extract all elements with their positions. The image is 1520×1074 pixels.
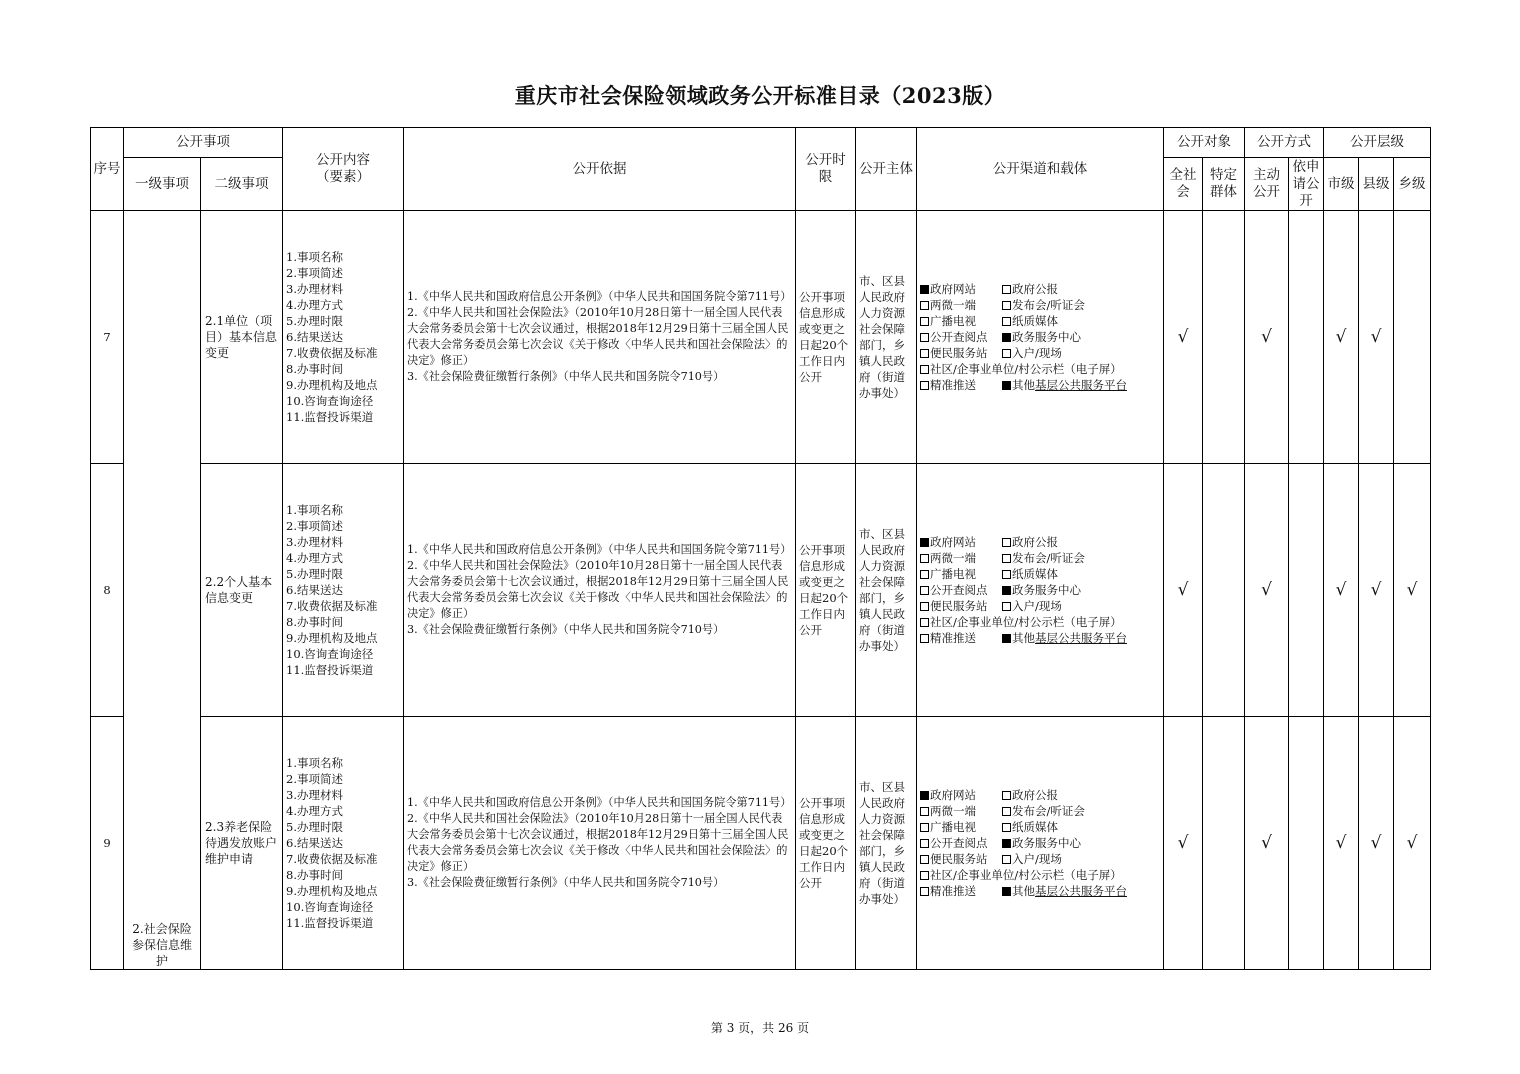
channel-option <box>920 345 1002 361</box>
channel-line <box>920 630 1163 646</box>
channel-label: 政务服务中心 <box>1012 583 1081 597</box>
channel-option <box>920 566 1002 582</box>
seq-cell: 9 <box>91 717 124 970</box>
channel-line <box>920 582 1163 598</box>
content-item: 5.办理时限 <box>286 567 343 581</box>
checkbox-empty-icon <box>1002 823 1011 832</box>
channel-option <box>920 297 1002 313</box>
basis-cell <box>404 464 796 717</box>
basis-cell <box>404 211 796 464</box>
channel-option <box>920 329 1002 345</box>
content-item: 10.咨询查询途径 <box>286 394 374 408</box>
channel-option <box>920 835 1002 851</box>
channel-line <box>920 313 1163 329</box>
channel-line <box>920 297 1163 313</box>
checkbox-empty-icon <box>1002 570 1011 579</box>
channel-option <box>920 582 1002 598</box>
channel-label: 发布会/听证会 <box>1012 804 1085 818</box>
seq-cell: 8 <box>91 464 124 717</box>
content-item: 1.事项名称 <box>286 250 343 264</box>
channel-option <box>1002 550 1085 566</box>
channel-label: 便民服务站 <box>930 346 988 360</box>
channel-line <box>920 345 1163 361</box>
channel-option <box>920 867 1122 883</box>
header-audience-all: 全社会 <box>1164 158 1203 211</box>
content-item: 2.事项简述 <box>286 266 343 280</box>
channel-label: 政府公报 <box>1012 282 1058 296</box>
level-town-check <box>1394 211 1431 464</box>
level-town-check: √ <box>1394 464 1431 717</box>
level-town-check: √ <box>1394 717 1431 970</box>
level-city-check: √ <box>1324 211 1359 464</box>
method-request-check <box>1289 717 1324 970</box>
channel-option <box>920 851 1002 867</box>
channel-label: 社区/企事业单位/村公示栏（电子屏） <box>930 868 1122 882</box>
channel-line <box>920 883 1163 899</box>
channel-line <box>920 534 1163 550</box>
audience-all-check: √ <box>1164 211 1203 464</box>
channel-option <box>1002 566 1058 582</box>
content-item: 11.监督投诉渠道 <box>286 916 374 930</box>
channel-option <box>920 534 1002 550</box>
channel-option <box>920 630 1002 646</box>
channel-option <box>920 361 1122 377</box>
second-level-cell: 2.1单位（项目）基本信息变更 <box>201 211 283 464</box>
checkbox-empty-icon <box>1002 855 1011 864</box>
channel-option <box>1002 297 1085 313</box>
content-item: 6.结果送达 <box>286 330 343 344</box>
subject-cell: 市、区县人民政府人力资源社会保障部门，乡镇人民政府（街道办事处） <box>856 717 917 970</box>
channel-label: 便民服务站 <box>930 852 988 866</box>
channel-line <box>920 819 1163 835</box>
checkbox-empty-icon <box>920 365 929 374</box>
checkbox-checked-icon <box>1002 586 1011 595</box>
channel-option <box>1002 851 1062 867</box>
second-level-cell: 2.2个人基本信息变更 <box>201 464 283 717</box>
channel-label: 精准推送 <box>930 884 976 898</box>
channel-other-value: 基层公共服务平台 <box>1035 378 1127 392</box>
checkbox-empty-icon <box>920 602 929 611</box>
content-item: 3.办理材料 <box>286 282 343 296</box>
basis-cell <box>404 717 796 970</box>
channel-option <box>920 281 1002 297</box>
checkbox-empty-icon <box>1002 791 1011 800</box>
channel-line <box>920 867 1163 883</box>
header-level: 公开层级 <box>1324 128 1431 158</box>
second-level-cell: 2.3养老保险待遇发放账户维护申请 <box>201 717 283 970</box>
header-method-request: 依申请公开 <box>1289 158 1324 211</box>
basis-item: 2.《中华人民共和国社会保险法》（2010年10月28日第十一届全国人民代表大会常务委员会第十七次会议通过，根据2018年12月29日第十三届全国人民代表大会常务委员会第七次会议《关于修改〈中华人民共和国社会保险法〉的决定》修正） <box>407 812 789 873</box>
channel-label: 政务服务中心 <box>1012 836 1081 850</box>
channel-label: 广播电视 <box>930 820 976 834</box>
basis-item: 1.《中华人民共和国政府信息公开条例》（中华人民共和国国务院令第711号） <box>407 796 792 809</box>
checkbox-empty-icon <box>1002 554 1011 563</box>
channel-label: 公开查阅点 <box>930 583 988 597</box>
content-item: 7.收费依据及标准 <box>286 852 378 866</box>
channel-line <box>920 550 1163 566</box>
channel-label: 政府网站 <box>930 788 976 802</box>
checkbox-checked-icon <box>920 791 929 800</box>
subject-cell: 市、区县人民政府人力资源社会保障部门，乡镇人民政府（街道办事处） <box>856 464 917 717</box>
table-row <box>91 717 1431 970</box>
level-county-check: √ <box>1359 211 1394 464</box>
content-item: 8.办事时间 <box>286 615 343 629</box>
checkbox-checked-icon <box>1002 634 1011 643</box>
channel-option <box>1002 630 1035 646</box>
content-item: 11.监督投诉渠道 <box>286 410 374 424</box>
header-seq: 序号 <box>91 128 124 211</box>
channel-line <box>920 361 1163 377</box>
header-level-city: 市级 <box>1324 158 1359 211</box>
level-county-check: √ <box>1359 717 1394 970</box>
method-active-check: √ <box>1245 464 1289 717</box>
checkbox-empty-icon <box>920 823 929 832</box>
checkbox-empty-icon <box>920 807 929 816</box>
channel-label: 其他 <box>1012 631 1035 645</box>
channel-label: 其他 <box>1012 378 1035 392</box>
channel-option <box>920 550 1002 566</box>
channel-option <box>1002 598 1062 614</box>
checkbox-checked-icon <box>1002 381 1011 390</box>
channel-line <box>920 851 1163 867</box>
content-item: 8.办事时间 <box>286 868 343 882</box>
channel-option <box>920 803 1002 819</box>
channel-label: 入户/现场 <box>1012 346 1062 360</box>
channel-label: 社区/企事业单位/村公示栏（电子屏） <box>930 615 1122 629</box>
channel-option <box>1002 377 1035 393</box>
catalog-table <box>90 127 1431 970</box>
header-contents-line1: 公开内容 <box>316 152 370 168</box>
checkbox-empty-icon <box>920 887 929 896</box>
channel-label: 两微一端 <box>930 551 976 565</box>
audience-specific-check <box>1203 464 1245 717</box>
channel-label: 公开查阅点 <box>930 330 988 344</box>
channel-line <box>920 614 1163 630</box>
header-items: 公开事项 <box>124 128 283 158</box>
header-channels: 公开渠道和载体 <box>917 128 1164 211</box>
first-level-cell: 2.社会保险参保信息维护 <box>124 211 201 970</box>
basis-item: 2.《中华人民共和国社会保险法》（2010年10月28日第十一届全国人民代表大会常务委员会第十七次会议通过，根据2018年12月29日第十三届全国人民代表大会常务委员会第七次会议《关于修改〈中华人民共和国社会保险法〉的决定》修正） <box>407 559 789 620</box>
channel-option <box>1002 345 1062 361</box>
checkbox-checked-icon <box>920 285 929 294</box>
content-item: 8.办事时间 <box>286 362 343 376</box>
channel-line <box>920 329 1163 345</box>
channel-option <box>1002 835 1081 851</box>
channel-label: 政府网站 <box>930 535 976 549</box>
table-row <box>91 211 1431 464</box>
channel-option <box>1002 313 1058 329</box>
header-method: 公开方式 <box>1245 128 1324 158</box>
checkbox-empty-icon <box>1002 317 1011 326</box>
header-contents <box>283 128 404 211</box>
table-row <box>91 464 1431 717</box>
checkbox-empty-icon <box>920 855 929 864</box>
channel-other-value: 基层公共服务平台 <box>1035 631 1127 645</box>
content-item: 4.办理方式 <box>286 804 343 818</box>
channel-line <box>920 281 1163 297</box>
channels-cell <box>917 211 1164 464</box>
channel-option <box>920 313 1002 329</box>
subject-cell: 市、区县人民政府人力资源社会保障部门，乡镇人民政府（街道办事处） <box>856 211 917 464</box>
channel-option <box>1002 534 1058 550</box>
channel-line <box>920 566 1163 582</box>
method-active-check: √ <box>1245 211 1289 464</box>
checkbox-checked-icon <box>1002 333 1011 342</box>
checkbox-empty-icon <box>920 301 929 310</box>
content-item: 9.办理机构及地点 <box>286 884 378 898</box>
content-item: 10.咨询查询途径 <box>286 900 374 914</box>
checkbox-checked-icon <box>1002 839 1011 848</box>
header-subject: 公开主体 <box>856 128 917 211</box>
content-item: 5.办理时限 <box>286 314 343 328</box>
contents-cell <box>283 211 404 464</box>
content-item: 7.收费依据及标准 <box>286 599 378 613</box>
channel-other-value: 基层公共服务平台 <box>1035 884 1127 898</box>
checkbox-empty-icon <box>920 586 929 595</box>
channel-line <box>920 803 1163 819</box>
channel-label: 政务服务中心 <box>1012 330 1081 344</box>
checkbox-empty-icon <box>920 554 929 563</box>
content-item: 2.事项简述 <box>286 772 343 786</box>
basis-item: 3.《社会保险费征缴暂行条例》（中华人民共和国务院令710号） <box>407 876 725 889</box>
checkbox-empty-icon <box>1002 807 1011 816</box>
channel-label: 发布会/听证会 <box>1012 551 1085 565</box>
checkbox-empty-icon <box>920 839 929 848</box>
channel-label: 政府公报 <box>1012 788 1058 802</box>
checkbox-checked-icon <box>1002 887 1011 896</box>
header-time-limit: 公开时限 <box>796 128 856 211</box>
channel-label: 精准推送 <box>930 631 976 645</box>
checkbox-checked-icon <box>920 538 929 547</box>
time-limit-cell: 公开事项信息形成或变更之日起20个工作日内公开 <box>796 717 856 970</box>
header-basis: 公开依据 <box>404 128 796 211</box>
content-item: 4.办理方式 <box>286 298 343 312</box>
method-request-check <box>1289 211 1324 464</box>
channel-option <box>1002 281 1058 297</box>
content-item: 5.办理时限 <box>286 820 343 834</box>
content-item: 4.办理方式 <box>286 551 343 565</box>
content-item: 6.结果送达 <box>286 836 343 850</box>
channel-label: 纸质媒体 <box>1012 567 1058 581</box>
channel-option <box>920 883 1002 899</box>
channel-label: 纸质媒体 <box>1012 314 1058 328</box>
header-level-town: 乡级 <box>1394 158 1431 211</box>
channel-option <box>1002 787 1058 803</box>
checkbox-empty-icon <box>1002 538 1011 547</box>
content-item: 3.办理材料 <box>286 535 343 549</box>
checkbox-empty-icon <box>920 333 929 342</box>
channel-line <box>920 787 1163 803</box>
content-item: 2.事项简述 <box>286 519 343 533</box>
channels-cell <box>917 717 1164 970</box>
channel-option <box>1002 582 1081 598</box>
checkbox-empty-icon <box>920 381 929 390</box>
channel-option <box>1002 819 1058 835</box>
seq-cell: 7 <box>91 211 124 464</box>
channel-line <box>920 377 1163 393</box>
content-item: 9.办理机构及地点 <box>286 631 378 645</box>
channel-label: 入户/现场 <box>1012 852 1062 866</box>
checkbox-empty-icon <box>920 570 929 579</box>
channel-label: 政府公报 <box>1012 535 1058 549</box>
channel-label: 社区/企事业单位/村公示栏（电子屏） <box>930 362 1122 376</box>
channel-option <box>920 377 1002 393</box>
content-item: 6.结果送达 <box>286 583 343 597</box>
checkbox-empty-icon <box>1002 349 1011 358</box>
content-item: 1.事项名称 <box>286 503 343 517</box>
content-item: 11.监督投诉渠道 <box>286 663 374 677</box>
channel-option <box>1002 883 1035 899</box>
channels-cell <box>917 464 1164 717</box>
time-limit-cell: 公开事项信息形成或变更之日起20个工作日内公开 <box>796 464 856 717</box>
header-method-active: 主动公开 <box>1245 158 1289 211</box>
header-first-level: 一级事项 <box>124 158 201 211</box>
header-second-level: 二级事项 <box>201 158 283 211</box>
basis-item: 3.《社会保险费征缴暂行条例》（中华人民共和国务院令710号） <box>407 623 725 636</box>
channel-label: 政府网站 <box>930 282 976 296</box>
content-item: 7.收费依据及标准 <box>286 346 378 360</box>
channel-option <box>920 598 1002 614</box>
basis-item: 1.《中华人民共和国政府信息公开条例》（中华人民共和国国务院令第711号） <box>407 543 792 556</box>
checkbox-empty-icon <box>1002 301 1011 310</box>
channel-label: 公开查阅点 <box>930 836 988 850</box>
channel-line <box>920 835 1163 851</box>
checkbox-empty-icon <box>1002 602 1011 611</box>
method-active-check: √ <box>1245 717 1289 970</box>
audience-specific-check <box>1203 717 1245 970</box>
channel-option <box>920 614 1122 630</box>
channel-label: 便民服务站 <box>930 599 988 613</box>
checkbox-empty-icon <box>920 871 929 880</box>
header-audience: 公开对象 <box>1164 128 1245 158</box>
channel-label: 发布会/听证会 <box>1012 298 1085 312</box>
content-item: 10.咨询查询途径 <box>286 647 374 661</box>
audience-specific-check <box>1203 211 1245 464</box>
content-item: 1.事项名称 <box>286 756 343 770</box>
channel-label: 两微一端 <box>930 804 976 818</box>
basis-item: 1.《中华人民共和国政府信息公开条例》（中华人民共和国国务院令第711号） <box>407 290 792 303</box>
channel-label: 两微一端 <box>930 298 976 312</box>
audience-all-check: √ <box>1164 464 1203 717</box>
checkbox-empty-icon <box>920 349 929 358</box>
level-city-check: √ <box>1324 717 1359 970</box>
header-level-county: 县级 <box>1359 158 1394 211</box>
channel-label: 其他 <box>1012 884 1035 898</box>
basis-item: 3.《社会保险费征缴暂行条例》（中华人民共和国务院令710号） <box>407 370 725 383</box>
level-county-check: √ <box>1359 464 1394 717</box>
channel-option <box>920 819 1002 835</box>
channel-label: 纸质媒体 <box>1012 820 1058 834</box>
page-title: 重庆市社会保险领域政务公开标准目录（2023版） <box>514 83 1006 108</box>
channel-option <box>920 787 1002 803</box>
channel-option <box>1002 329 1081 345</box>
checkbox-empty-icon <box>920 317 929 326</box>
channel-label: 入户/现场 <box>1012 599 1062 613</box>
channel-line <box>920 598 1163 614</box>
content-item: 3.办理材料 <box>286 788 343 802</box>
contents-cell <box>283 717 404 970</box>
channel-option <box>1002 803 1085 819</box>
basis-item: 2.《中华人民共和国社会保险法》（2010年10月28日第十一届全国人民代表大会常务委员会第十七次会议通过，根据2018年12月29日第十三届全国人民代表大会常务委员会第七次会议《关于修改〈中华人民共和国社会保险法〉的决定》修正） <box>407 306 789 367</box>
checkbox-empty-icon <box>920 634 929 643</box>
contents-cell <box>283 464 404 717</box>
page-footer: 第 3 页，共 26 页 <box>710 1021 810 1035</box>
channel-label: 精准推送 <box>930 378 976 392</box>
method-request-check <box>1289 464 1324 717</box>
audience-all-check: √ <box>1164 717 1203 970</box>
time-limit-cell: 公开事项信息形成或变更之日起20个工作日内公开 <box>796 211 856 464</box>
checkbox-empty-icon <box>920 618 929 627</box>
header-audience-specific: 特定群体 <box>1203 158 1245 211</box>
channel-label: 广播电视 <box>930 567 976 581</box>
channel-label: 广播电视 <box>930 314 976 328</box>
checkbox-empty-icon <box>1002 285 1011 294</box>
content-item: 9.办理机构及地点 <box>286 378 378 392</box>
header-contents-line2: （要素） <box>316 169 370 185</box>
level-city-check: √ <box>1324 464 1359 717</box>
